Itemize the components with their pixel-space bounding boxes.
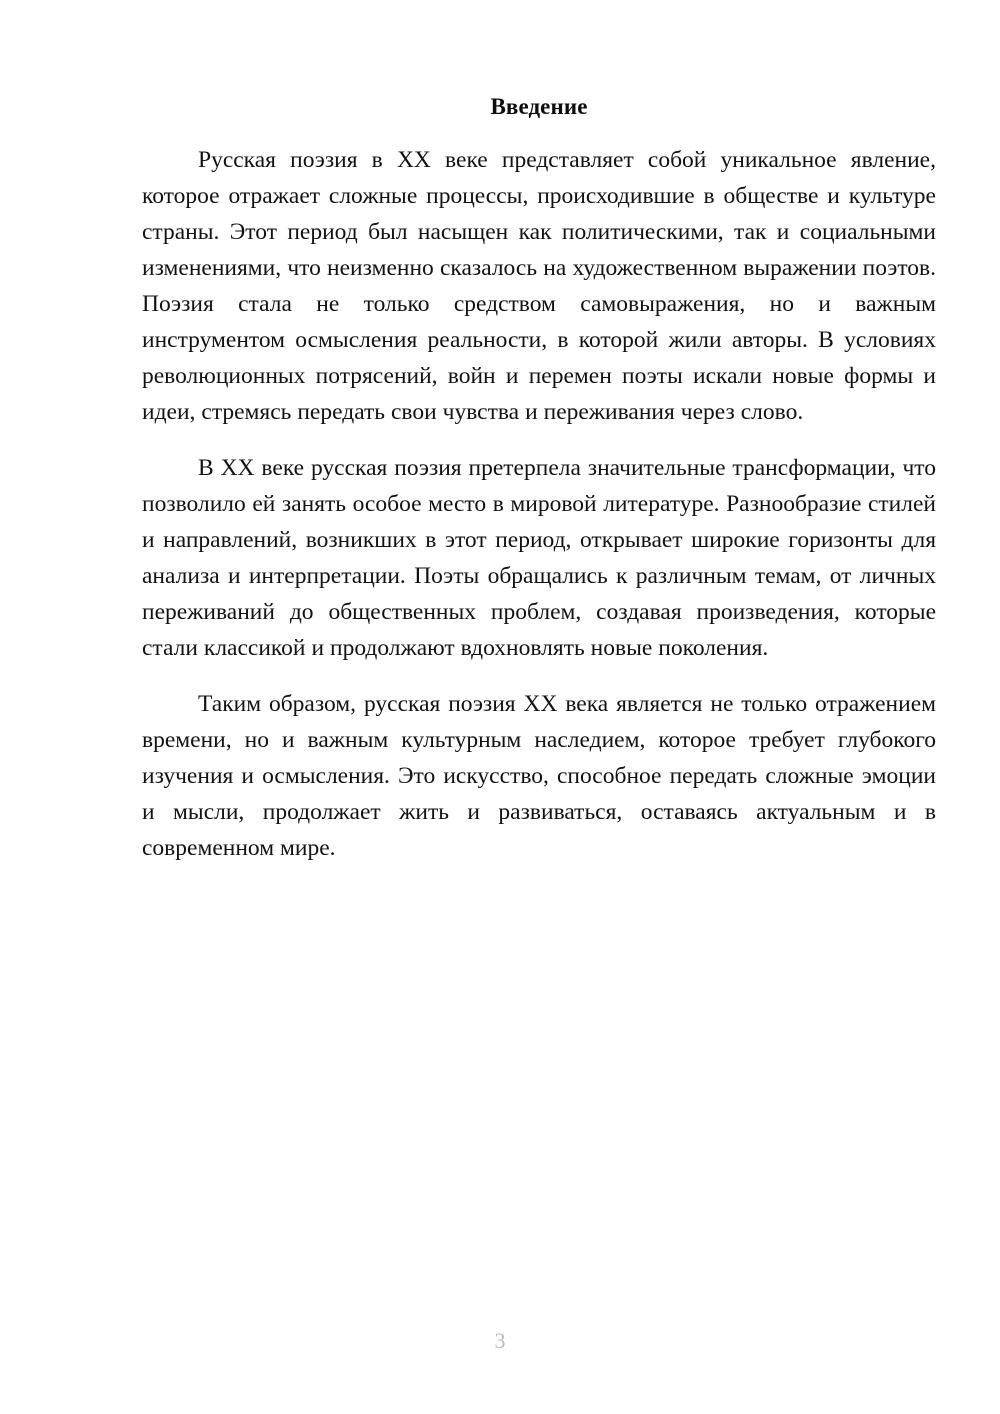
body-text: [142, 142, 936, 866]
page-content: [142, 0, 936, 866]
page-number: 3: [494, 1328, 506, 1353]
page-title: Введение: [490, 94, 588, 119]
paragraph: Таким образом, русская поэзия XX века является не только отражением времени, но и важным культурным наследием, которое требует глубокого изучения и осмысления. Это искусство, способное передать сложные эмоции и мысли, продолжает жить и развиваться, оставаясь актуальным и в современном мире.: [142, 690, 936, 861]
paragraph: Русская поэзия в XX веке представляет собой уникальное явление, которое отражает сложные процессы, происходившие в обществе и культуре страны. Этот период был насыщен как политическими, так и социальными изменениями, что неизменно сказалось на художественном выражении поэтов. Поэзия стала не только средством самовыражения, но и важным инструментом осмысления реальности, в которой жили авторы. В условиях революционных потрясений, войн и перемен поэты искали новые формы и идеи, стремясь передать свои чувства и переживания через слово.: [142, 146, 936, 425]
paragraph: В XX веке русская поэзия претерпела значительные трансформации, что позволило ей занять особое место в мировой литературе. Разнообразие стилей и направлений, возникших в этот период, открывает широкие горизонты для анализа и интерпретации. Поэты обращались к различным темам, от личных переживаний до общественных проблем, создавая произведения, которые стали классикой и продолжают вдохновлять новые поколения.: [142, 454, 936, 661]
